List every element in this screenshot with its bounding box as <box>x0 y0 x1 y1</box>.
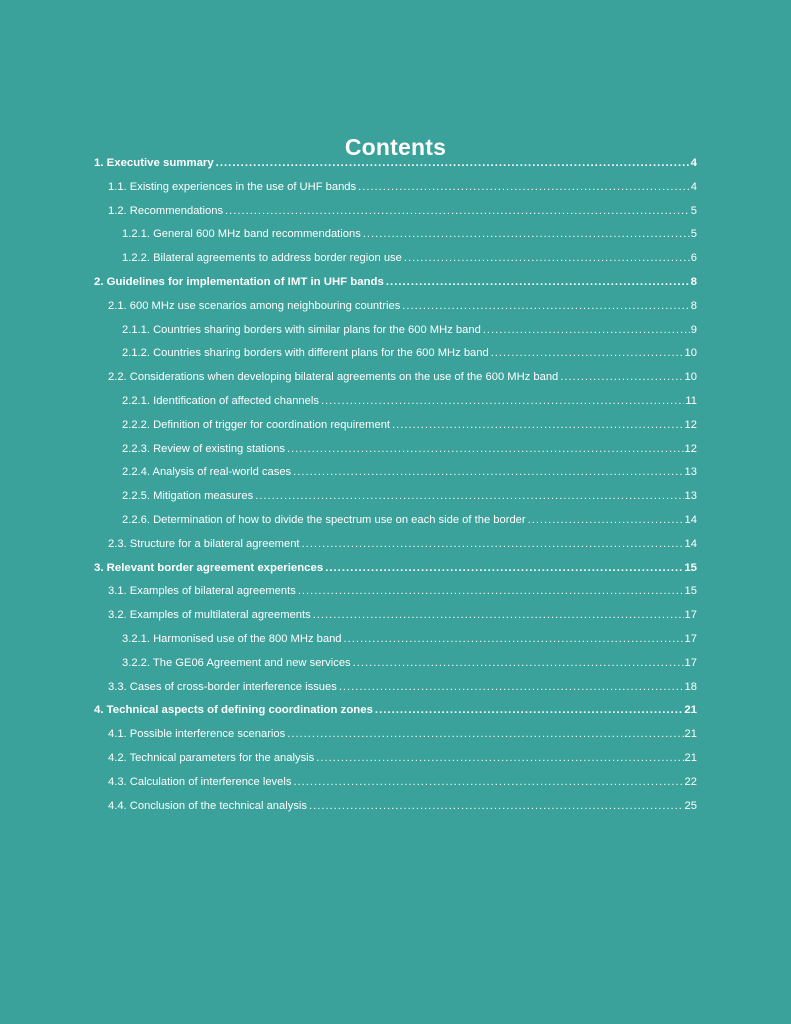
toc-dot-leader <box>309 796 684 816</box>
toc-dot-leader <box>339 677 684 697</box>
toc-entry-page-number: 13 <box>684 490 697 503</box>
toc-dot-leader <box>325 558 683 578</box>
toc-entry-level-3[interactable] <box>122 486 697 506</box>
toc-dot-leader <box>344 629 684 649</box>
toc-entry-level-3[interactable] <box>122 439 697 459</box>
toc-entry-page-number: 4 <box>690 157 697 169</box>
toc-dot-leader <box>321 391 684 411</box>
toc-entry-page-number: 18 <box>684 680 697 693</box>
toc-entry-level-3[interactable] <box>122 343 697 363</box>
toc-entry-label: 3.2.2. The GE06 Agreement and new services <box>122 656 351 669</box>
toc-dot-leader <box>358 177 690 197</box>
toc-entry-page-number: 12 <box>684 418 697 431</box>
toc-entry-page-number: 12 <box>684 442 697 455</box>
toc-entry-label: 4.1. Possible interference scenarios <box>108 728 286 741</box>
toc-entry-level-2[interactable] <box>108 677 697 697</box>
toc-entry-level-3[interactable] <box>122 510 697 530</box>
toc-dot-leader <box>316 748 683 768</box>
page-title: Contents <box>344 134 447 161</box>
toc-entry-level-2[interactable] <box>108 367 697 387</box>
toc-entry-level-3[interactable] <box>122 629 697 649</box>
toc-entry-label: 1. Executive summary <box>94 157 214 169</box>
toc-entry-page-number: 4 <box>690 180 697 193</box>
toc-entry-page-number: 5 <box>690 204 697 217</box>
toc-entry-label: 1.2. Recommendations <box>108 204 224 217</box>
toc-entry-label: 4.3. Calculation of interference levels <box>108 775 292 788</box>
toc-entry-page-number: 11 <box>685 395 697 407</box>
toc-entry-level-1[interactable] <box>94 558 697 578</box>
toc-entry-level-1[interactable] <box>94 700 697 720</box>
toc-entry-level-2[interactable] <box>108 605 697 625</box>
toc-entry-page-number: 21 <box>684 752 697 764</box>
toc-entry-level-2[interactable] <box>108 201 697 221</box>
toc-entry-label: 1.2.2. Bilateral agreements to address border region use <box>122 252 402 265</box>
toc-dot-leader <box>225 201 690 221</box>
toc-entry-page-number: 10 <box>684 371 697 384</box>
toc-entry-level-3[interactable] <box>122 320 697 340</box>
toc-dot-leader <box>363 224 690 244</box>
toc-dot-leader <box>287 439 684 459</box>
toc-entry-page-number: 14 <box>684 537 697 550</box>
toc-entry-label: 3. Relevant border agreement experiences <box>94 561 324 574</box>
toc-entry-label: 2.2. Considerations when developing bilateral agreements on the use of the 600 MHz band <box>108 371 559 384</box>
toc-entry-page-number: 21 <box>684 728 697 741</box>
toc-entry-page-number: 17 <box>684 609 697 622</box>
toc-entry-level-3[interactable] <box>122 415 697 435</box>
toc-entry-label: 2.2.6. Determination of how to divide the spectrum use on each side of the border <box>122 514 526 526</box>
toc-entry-page-number: 5 <box>690 228 697 241</box>
toc-entry-label: 2.2.1. Identification of affected channels <box>122 395 319 407</box>
toc-entry-label: 4.2. Technical parameters for the analysis <box>108 752 315 764</box>
toc-entry-level-3[interactable] <box>122 653 697 673</box>
toc-entry-page-number: 9 <box>690 323 697 336</box>
toc-entry-label: 2.2.5. Mitigation measures <box>122 490 254 503</box>
toc-entry-label: 2.2.2. Definition of trigger for coordination requirement <box>122 418 391 431</box>
toc-dot-leader <box>528 510 684 530</box>
toc-entry-level-2[interactable] <box>108 748 697 768</box>
toc-dot-leader <box>293 462 683 482</box>
toc-entry-level-3[interactable] <box>122 224 697 244</box>
toc-entry-label: 2.2.4. Analysis of real-world cases <box>122 466 292 479</box>
toc-dot-leader <box>293 772 683 792</box>
toc-dot-leader <box>402 296 689 316</box>
toc-entry-label: 3.2. Examples of multilateral agreements <box>108 609 311 622</box>
toc-dot-leader <box>298 581 684 601</box>
toc-entry-label: 2.1. 600 MHz use scenarios among neighbouring countries <box>108 299 401 312</box>
toc-entry-label: 2. Guidelines for implementation of IMT in UHF bands <box>94 276 384 288</box>
toc-dot-leader <box>404 248 690 268</box>
toc-dot-leader <box>386 272 690 292</box>
toc-entry-level-3[interactable] <box>122 391 697 411</box>
toc-entry-level-3[interactable] <box>122 462 697 482</box>
toc-entry-label: 4.4. Conclusion of the technical analysis <box>108 799 308 812</box>
toc-entry-page-number: 10 <box>684 347 697 360</box>
toc-entry-level-3[interactable] <box>122 248 697 268</box>
toc-entry-page-number: 21 <box>684 704 697 717</box>
toc-dot-leader <box>255 486 683 506</box>
toc-dot-leader <box>302 534 684 554</box>
toc-entry-level-2[interactable] <box>108 724 697 744</box>
toc-entry-page-number: 15 <box>684 561 697 574</box>
toc-entry-label: 1.1. Existing experiences in the use of UHF bands <box>108 180 357 193</box>
toc-entry-label: 3.1. Examples of bilateral agreements <box>108 585 296 598</box>
toc-entry-level-2[interactable] <box>108 177 697 197</box>
toc-entry-page-number: 13 <box>684 466 697 479</box>
toc-entry-label: 3.2.1. Harmonised use of the 800 MHz band <box>122 633 342 645</box>
toc-entry-label: 2.3. Structure for a bilateral agreement <box>108 537 300 550</box>
toc-dot-leader <box>392 415 684 435</box>
toc-entry-label: 2.1.2. Countries sharing borders with different plans for the 600 MHz band <box>122 347 489 360</box>
toc-dot-leader <box>560 367 683 387</box>
toc-entry-page-number: 14 <box>684 514 697 526</box>
toc-entry-level-2[interactable] <box>108 796 697 816</box>
toc-entry-page-number: 17 <box>684 633 697 645</box>
toc-entry-label: 2.2.3. Review of existing stations <box>122 442 285 455</box>
toc-entry-page-number: 8 <box>690 276 697 288</box>
toc-entry-page-number: 22 <box>684 775 697 788</box>
toc-entry-level-2[interactable] <box>108 772 697 792</box>
toc-entry-level-1[interactable] <box>94 272 697 292</box>
toc-dot-leader <box>216 153 690 173</box>
toc-dot-leader <box>375 700 683 720</box>
toc-dot-leader <box>491 343 684 363</box>
toc-dot-leader <box>353 653 684 673</box>
toc-entry-page-number: 15 <box>684 585 697 598</box>
toc-entry-page-number: 25 <box>684 799 697 812</box>
toc-entry-level-2[interactable] <box>108 581 697 601</box>
toc-entry-page-number: 8 <box>690 299 697 312</box>
toc-entry-level-2[interactable] <box>108 296 697 316</box>
toc-entry-page-number: 6 <box>690 252 697 265</box>
toc-dot-leader <box>313 605 684 625</box>
toc-dot-leader <box>483 320 690 340</box>
toc-entry-level-1[interactable] <box>94 153 697 173</box>
toc-entry-page-number: 17 <box>684 656 697 669</box>
toc-entry-label: 3.3. Cases of cross-border interference issues <box>108 680 337 693</box>
toc-entry-label: 1.2.1. General 600 MHz band recommendations <box>122 228 361 241</box>
toc-entry-level-2[interactable] <box>108 534 697 554</box>
toc-dot-leader <box>287 724 683 744</box>
toc-entry-label: 4. Technical aspects of defining coordination zones <box>94 704 373 717</box>
toc-entry-label: 2.1.1. Countries sharing borders with similar plans for the 600 MHz band <box>122 323 481 336</box>
